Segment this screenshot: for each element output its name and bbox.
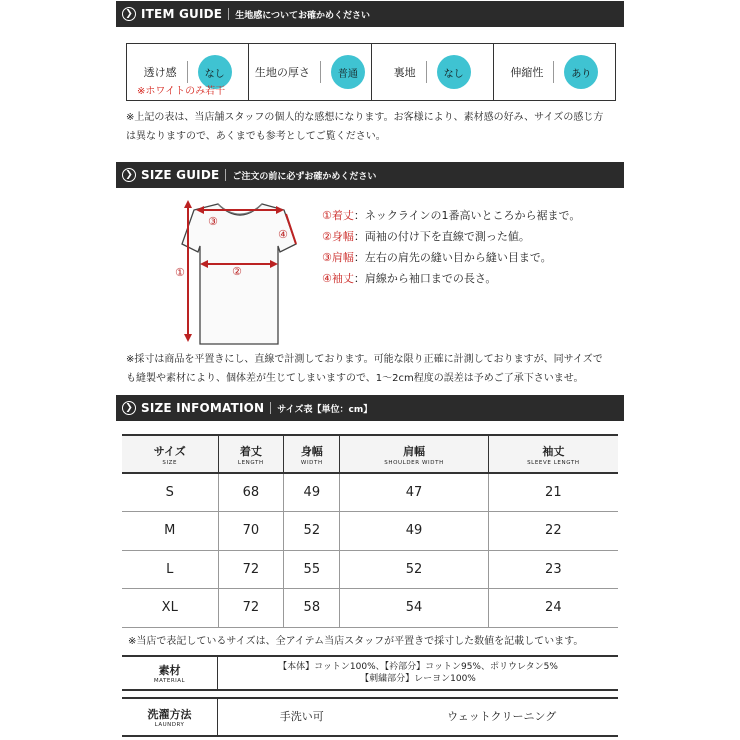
item-guide-cell-transparency [127,44,249,100]
list-item: ③肩幅：左右の肩先の縫い目から縫い目まで。 [322,251,552,264]
lining-value: なし [437,55,471,89]
chevron-right-icon: ❯ [122,168,136,182]
header-length: 着丈 LENGTH [218,435,284,473]
laundry-row [122,697,618,737]
size-cell: S [122,473,218,512]
shoulder-cell: 47 [340,473,488,512]
material-label: 素材 MATERIAL [122,657,218,689]
note-line: ※上記の表は、当店舗スタッフの個人的な感想になります。お客様により、素材感の好み、サイズの感じ方 [126,112,604,123]
note-line: ※採寸は商品を平置きにし、直線で計測しております。可能な限り正確に計測しておりますが、同サイズで [126,354,603,365]
size-guide-header [116,162,624,188]
list-item: ①着丈：ネックラインの1番高いところから裾まで。 [322,209,581,222]
size-table [122,434,618,628]
size-info-subtitle: サイズ表【単位：cm】 [277,404,373,415]
length-cell: 72 [218,589,284,628]
sleeve-cell: 22 [488,512,618,551]
header-size: サイズ SIZE [122,435,218,473]
length-cell: 72 [218,550,284,589]
header-sleeve: 袖丈 SLEEVE LENGTH [488,435,618,473]
width-cell: 49 [284,473,340,512]
list-item: ②身幅：両袖の付け下を直線で測った値。 [322,230,530,243]
size-info-header [116,395,624,421]
arrowhead [184,334,192,342]
material-line: 【本体】コットン100%、【衿部分】コットン95%、ポリウレタン5% [278,662,558,672]
table-row [122,512,618,551]
item-guide-cell-lining [372,44,494,100]
length-cell: 70 [218,512,284,551]
shoulder-cell: 54 [340,589,488,628]
table-row [122,473,618,512]
tshirt-diagram [160,194,310,350]
transparency-note: ※ホワイトのみ若干 [137,86,226,97]
size-cell: M [122,512,218,551]
table-row [122,550,618,589]
stretch-value: あり [564,55,598,89]
sleeve-cell: 23 [488,550,618,589]
width-cell: 52 [284,512,340,551]
divider [228,8,229,20]
length-cell: 68 [218,473,284,512]
thickness-value: 普通 [331,55,365,89]
marker-shoulder: ③ [208,215,218,228]
size-guide-title: SIZE GUIDE [141,168,220,182]
material-row [122,655,618,691]
chevron-right-icon: ❯ [122,401,136,415]
shoulder-cell: 49 [340,512,488,551]
item-guide-table [126,43,616,101]
note-line: も縫製や素材により、個体差が生じてしまいますので、1～2cm程度の誤差は予めご了承下さいませ。 [126,373,584,384]
transparency-value: なし [198,55,232,89]
divider [426,61,427,83]
marker-width: ② [232,265,242,278]
transparency-label: 透け感 [143,66,177,79]
size-guide-subtitle: ご注文の前に必ずお確かめください [232,171,377,182]
item-guide-cell-thickness [249,44,371,100]
arrowhead [184,200,192,208]
size-info-title: SIZE INFOMATION [141,401,265,415]
size-info-note: ※当店で表記しているサイズは、全アイテム当店スタッフが平置きで採寸した数値を記載しています。 [128,636,584,647]
marker-length: ① [175,266,185,279]
thickness-label: 生地の厚さ [254,66,310,79]
chevron-right-icon: ❯ [122,7,136,21]
sleeve-cell: 21 [488,473,618,512]
width-cell: 58 [284,589,340,628]
material-line: 【刺繍部分】レーヨン100% [360,674,476,684]
laundry-wet-cleaning: ウェットクリーニング [447,710,557,723]
lining-label: 裏地 [393,66,416,79]
item-guide-note [126,108,603,146]
material-value [218,657,618,689]
width-cell: 55 [284,550,340,589]
size-guide-note [126,350,603,388]
divider [225,169,226,181]
header-width: 身幅 WIDTH [284,435,340,473]
note-line: は異なりますので、あくまでも参考としてご覧ください。 [126,131,386,142]
laundry-value [218,699,618,735]
stretch-label: 伸縮性 [510,66,544,79]
size-cell: L [122,550,218,589]
divider [553,61,554,83]
size-cell: XL [122,589,218,628]
divider [187,61,188,83]
divider [270,402,271,414]
table-header-row [122,435,618,473]
laundry-label: 洗濯方法 LAUNDRY [122,699,218,735]
list-item: ④袖丈：肩線から袖口までの長さ。 [322,272,497,285]
divider [320,61,321,83]
item-guide-title: ITEM GUIDE [141,7,223,21]
table-row [122,589,618,628]
laundry-hand-wash: 手洗い可 [279,710,324,723]
shoulder-cell: 52 [340,550,488,589]
item-guide-header [116,1,624,27]
item-guide-cell-stretch [494,44,615,100]
item-guide-subtitle: 生地感についてお確かめください [235,10,371,21]
size-guide-list [322,205,580,289]
sleeve-cell: 24 [488,589,618,628]
header-shoulder: 肩幅 SHOULDER WIDTH [340,435,488,473]
marker-sleeve: ④ [278,228,288,241]
